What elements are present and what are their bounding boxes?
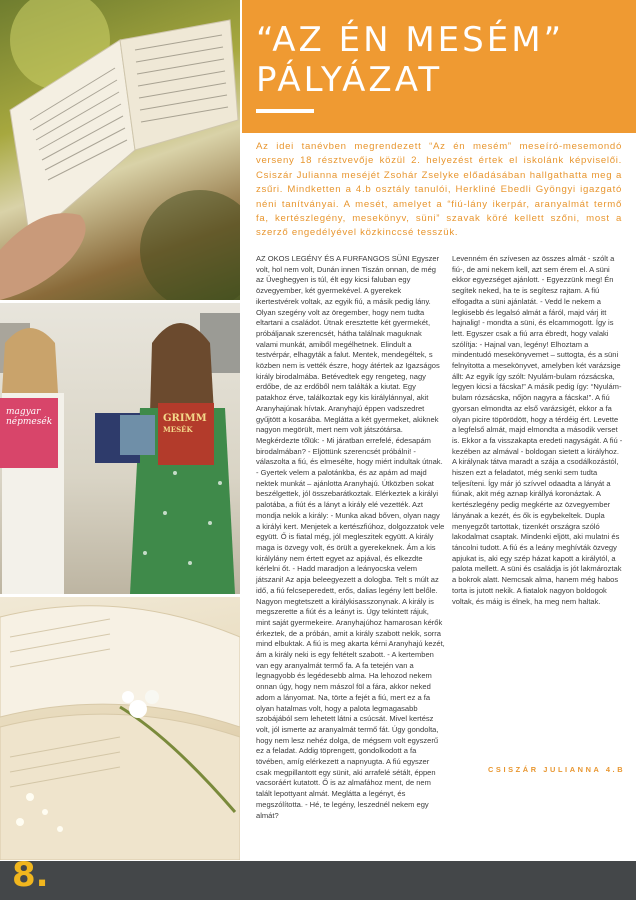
title-banner — [242, 0, 636, 133]
book-left-title-line2: népmesék — [6, 417, 53, 427]
book-left-title — [6, 407, 52, 427]
story-column-2: Levenném én szívesen az összes almát - szólt a fiú-, de ami nekem kell, azt sem érem el. A süni ekkor egyezséget ajánlott. - Egyezzünk meg! Én segítek neked, ha te is segítesz rajtam. A fiú elfogadta a süni ajánlatát. - Vedd le nekem a legkisebb és legalsó almát a fáról, majd várj itt hajnalig! - mondta a süni, és elcammogott. Így is lett. Egyszer csak a fiú arra ébredt, hogy valaki szólítja: - Hajnal van, legény! Elhoztam a mindentudó mesekönyvemet – suttogta, és a süni felnyitotta a mesekönyvet, amelyben két varázsige állt: Az egyik így szólt: Nyulám-bulam rózsácska, legyen kicsi a fácska!” A másik pedig így: “Nyulám-bulam rózsácska, nőjön nagyra a fácska!”. A fiú gyorsan elmondta az első varázsigét, ekkor a fa olyan picire töpörödött, hogy a térdéig ért. Levette a legfelső almát, majd elmondta a második verset is. Ekkor a fa visszakapta eredeti nagyságát. A fiú - kezében az almával - boldogan sietett a királyhoz. A királynak tátva maradt a szája a csodálkozástól, hiszen ezt a feladatot, még senki sem tudta teljesíteni. Így már jó szívvel odaadta a lányát a fiúnak, akit még aznap királlyá koronáztak. A kertészlegény pedig megkérte az özvegyember lányának a kezét, és ők is egybekeltek. Dupla menyegzőt tartottak, tizenkét országra szóló lakodalmat csaptak. Mindenki eljött, aki mulatni és táncolni tudott. A fiú és a leány meghívták özvegy apjukat is, aki egy szép házat kapott a királytól, a palota mellett. A süni és családja is jót lakmároztak a bokrok alatt. Nemcsak alma, hanem még habos torta is jutott nekik. A fiatalok nagyon boldogok voltak, és máig is élnek, ha meg nem haltak. — [452, 254, 623, 606]
author-signature: CSISZÁR JULIANNA 4.B — [488, 765, 626, 774]
title-underline — [256, 109, 314, 113]
book-right-title — [163, 413, 207, 435]
photo-books-flowers — [0, 597, 240, 860]
photo-two-girls — [0, 303, 240, 594]
books-flowers-illustration — [0, 597, 240, 860]
open-book-illustration — [0, 0, 240, 300]
book-left-title-line1: magyar — [6, 407, 41, 417]
book-right-title-line1: GRIMM — [163, 413, 207, 424]
book-right-title-line2: MESÉK — [163, 425, 193, 434]
story-column-1: AZ OKOS LEGÉNY ÉS A FURFANGOS SÜNI Egyszer volt, hol nem volt, Dunán innen Tiszán onnan, de még az Üveghegyen is túl, élt egy kicsi faluban egy özvegyember, két gyermekével. A gyerekek ikertestvérek voltak, az egyik fiú, a másik pedig lány. Olyan szegény volt az öregember, hogy nem tudta eltartani a családot. Útnak eresztette két gyermekét, próbáljanak szerencsét, hátha találnak maguknak valami munkát, amiből megélhetnek. Elindult a testvérpár, elhagyták a falut. Mentek, mendegéltek, s közben nem is vették észre, hogy átértek az Igazságos király birodalmába. Betévedtek egy rengeteg, nagy erdőbe, de az erdőből nem találták a kiutat. Egy patakhoz érve, találkoztak egy kis királylánnyal, akit Aranyhajúnak hívtak. Aranyhajú éppen vadszedret gyűjtött a kosarába. Meglátta a két gyermeket, akiknek nagyon megörült, mert nem volt játszótársa. Megkérdezte tőlük: - Mi járatban errefelé, édesapám birodalmában? - Eljöttünk szerencsét próbálni! - válaszolta a fiú, és elmesélte, hogy miért indultak útnak. - Gyertek velem a palotánkba, és az apám ad majd nektek munkát – ajánlotta Aranyhajú. Útközben sokat beszélgettek, jól összebarátkoztak. Elérkeztek a királyi palotába, a fiút és a lányt a király elé vezették. Azt mondja nekik a király: - Munka akad bőven, olyan nagy a királyi kert. Menjetek a kertészfiúhoz, dolgozzatok vele együtt. Ő is fiatal még, jól megleszitek együtt. A király maga is özvegy volt, és örült a gyerekeknek. Ám a kis királylány nem értett egyet az apjával, és elkezdte kérlelni őt. - Hadd maradjon a leányocska velem játszani! Az apja beleegyezett a dologba. Telt s múlt az idő, a fiú felcseperedett, erős, dalias legény lett belőle. Nagyon megtetszett a királykisasszonynak. A király is megszerette a fiút és a leányt is. Úgy tekintett rájuk, mint saját gyermekeire. Aranyhajúhoz hamarosan kérők érkeztek, de a próbán, amit a király szabott nekik, sorra mind elbuktak. A fiú is meg akarta kérni Aranyhajú kezét, ám a király neki is egy feltételt szabott. - A kertemben van egy aranyalmát termő fa. A fa tetején van a legnagyobb és legédesebb alma. Ha lehozod nekem onnan úgy, hogy nem mászol föl a fára, akkor neked adom a lányomat. Na, törte a fejét a fiú, mert ez a fa olyan hatalmas volt, hogy a palota legmagasabb szobájából sem lehetett látni a csúcsát. Mivel kertész volt, jól ismerte az aranyalmát termő fát. Úgy gondolta, hogy nem lesz nehéz dolga, de mégsem volt egyszerű ez a feladat. Addig töprengett, gondolkodott a fa tövében, amíg elérkezett a napnyugta. A fiú egyszer csak megpillantott egy sünit, aki arrafelé sétált, éppen vacsoráért kutatott. Ő is az almafához ment, de nem talált lepottyant almát. Meglátta a legényt, és megszólította. - Hé, te legény, leszednél nekem egy almát? — [256, 254, 445, 820]
girls-illustration — [0, 303, 240, 594]
page-title-line1: “AZ ÉN MESÉM” — [256, 20, 565, 60]
page-number: 8. — [12, 855, 49, 895]
photo-open-book — [0, 0, 240, 300]
page-title-line2: PÁLYÁZAT — [256, 60, 443, 100]
footer-bar — [0, 861, 636, 900]
intro-paragraph: Az idei tanévben megrendezett “Az én mesém” meseíró-mesemondó verseny 18 résztvevője közül 2. helyezést értek el iskolánk képviselői. Csiszár Julianna meséjét Zsohár Zselyke előadásában hallgathatta meg a zsűri. Mindketten a 4.b osztály tanulói, Herkliné Ebedli Gyöngyi igazgató néni tanítványai. A mesét, amelyet a “fiú-lány ikerpár, aranyalmát termő fa, kertészlegény, mesekönyv, süni” szavak köré kellett szőni, most a szerző engedélyével közkinccsé tesszük. — [256, 141, 622, 239]
